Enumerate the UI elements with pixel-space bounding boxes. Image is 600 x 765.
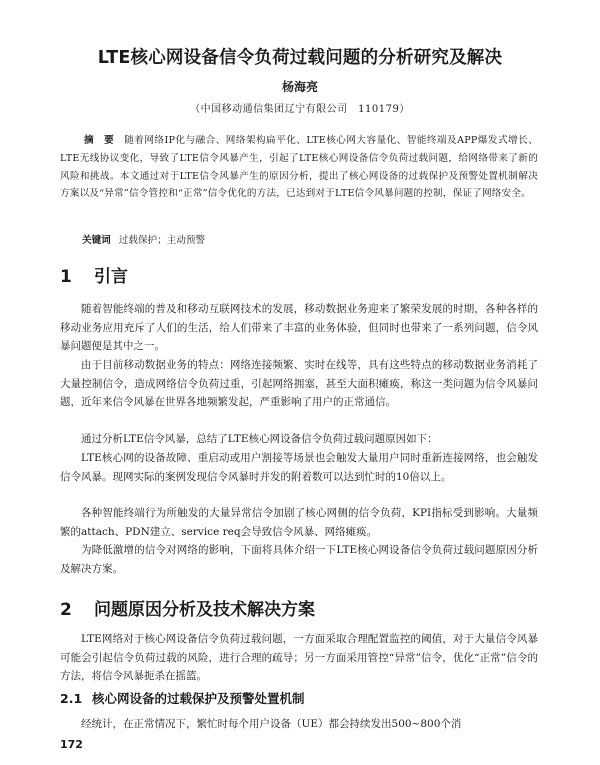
section-title: 问题原因分析及技术解决方案 [94,600,315,620]
abstract-text: 随着网络IP化与融合、网络架构扁平化、LTE核心网大容量化、智能终端及APP爆发式增长、LTE无线协议变化，导致了LTE信令风暴产生，引起了LTE核心网设备信令负荷过载问题，给网络带来了新的风险和挑战。本文通过对于LTE信令风暴产生的原因分析，提出了核心网设备的过载保护及预警处置机制解决方案以及“异常”信令管控和“正常”信令优化的方法，已达到对于LTE信令风暴问题的控制，保证了网络安全。 [60,135,538,200]
page-number: 172 [60,738,83,751]
paragraph: 通过分析LTE信令风暴，总结了LTE核心网设备信令负荷过载问题原因如下： [81,433,438,445]
subsection-title: 核心网设备的过载保护及预警处置机制 [92,691,305,706]
keywords-label: 关键词 [82,235,111,246]
paper-title: LTE核心网设备信令负荷过载问题的分析研究及解决 [97,48,503,68]
subsection-heading [60,689,305,707]
paragraph: LTE网络对于核心网设备信令负荷过载问题，一方面采取合理配置监控的阈值，对于大量信令风暴可能会引起信令负荷过载的风险，进行合理的疏导；另一方面采用管控“异常”信令，优化“正常”信令的方法，将信令风暴扼杀在摇篮。 [60,633,538,683]
author-affiliation: （中国移动通信集团辽宁有限公司 110179） [190,104,410,115]
paragraph: 由于目前移动数据业务的特点：网络连接频繁、实时在线等，具有这些特点的移动数据业务消耗了大量控制信令，造成网络信令负荷过重，引起网络拥塞，甚至大面积瘫痪，称这一类问题为信令风暴问题，近年来信令风暴在世界各地频繁发起，严重影响了用户的正常通信。 [60,359,538,409]
subsection-number: 2.1 [60,691,83,706]
section-number: 1 [60,267,72,287]
keywords-text: 过载保护；主动预警 [118,235,206,246]
abstract-label: 摘 要 [84,135,115,146]
section-number: 2 [60,600,72,620]
keywords [82,232,205,246]
abstract [60,132,538,203]
paragraph: LTE核心网的设备故障、重启动或用户割接等场景也会触发大量用户同时重新连接网络，也会触发信令风暴。现网实际的案例发现信令风暴时并发的附着数可以达到忙时的10倍以上。 [60,452,538,483]
author-name: 杨海亮 [281,80,318,94]
paragraph: 随着智能终端的普及和移动互联网技术的发展，移动数据业务迎来了繁荣发展的时期，各种各样的移动业务应用充斥了人们的生活，给人们带来了丰富的业务体验，但同时也带来了一系列问题，信令风暴问题便是其中之一。 [60,303,538,353]
paragraph: 为降低激增的信令对网络的影响，下面将具体介绍一下LTE核心网设备信令负荷过载问题原因分析及解决方案。 [60,544,538,575]
paragraph: 各种智能终端行为所触发的大量异常信令加剧了核心网侧的信令负荷，KPI指标受到影响。大量频繁的attach、PDN建立、service req会导致信令风暴、网络瘫痪。 [60,507,538,538]
section-heading-introduction [60,262,128,287]
paragraph: 经统计，在正常情况下，繁忙时每个用户设备（UE）都会持续发出500~800个消 [81,718,462,730]
section-title: 引言 [94,267,128,287]
section-heading-analysis [60,595,315,620]
